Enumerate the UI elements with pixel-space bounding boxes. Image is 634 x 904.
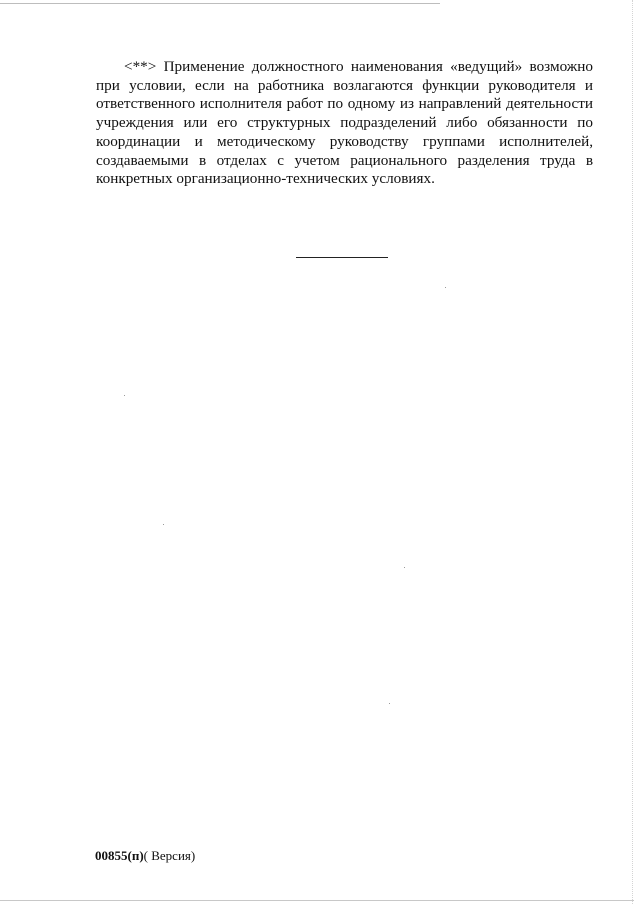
document-footer xyxy=(95,848,195,864)
scan-speck xyxy=(389,703,390,704)
scan-speck xyxy=(404,567,405,568)
footnote-paragraph: <**> Применение должностного наименования «ведущий» возможно при условии, если на работника возлагаются функции руководителя и ответственного исполнителя работ по одному из направлений деятельности учреждения или его структурных подразделений либо обязанности по координации и методическому руководству группами исполнителей, создаваемыми в отделах с учетом рационального разделения труда в конкретных организационно-технических условиях. xyxy=(96,58,593,188)
section-separator-line xyxy=(296,257,388,258)
document-code: 00855(п) xyxy=(95,848,144,863)
document-version: ( Версия) xyxy=(143,848,196,863)
scan-speck xyxy=(163,524,164,525)
scan-speck xyxy=(124,395,125,396)
right-scan-edge xyxy=(632,0,633,904)
top-scan-rule xyxy=(0,3,440,4)
scan-speck xyxy=(445,287,446,288)
bottom-scan-rule xyxy=(0,900,634,901)
